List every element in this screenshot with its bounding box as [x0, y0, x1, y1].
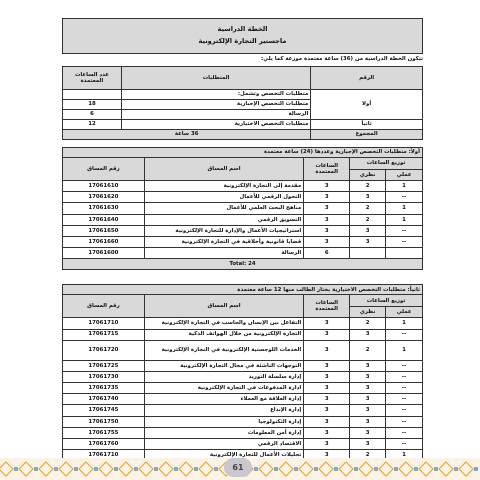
deco-square [134, 467, 138, 471]
core-section-title: أولاً: متطلبات التخصص الإجبارية وعددها (24) ساعة معتمدة [63, 148, 423, 158]
summary-row-name: الرسالة [121, 110, 310, 120]
course-code-cell: 17061640 [63, 214, 145, 225]
course-row [63, 248, 423, 259]
course-row [63, 416, 423, 427]
course-code-cell: 17061735 [63, 383, 145, 394]
col-header-hours: عدد الساعات المعتمدة [63, 67, 122, 90]
course-name-cell: التسويق الرقمي [144, 214, 303, 225]
course-practical-cell: -- [386, 427, 423, 438]
course-theory-cell: 2 [350, 318, 386, 329]
course-code-cell: 17061740 [63, 394, 145, 405]
deco-square [294, 467, 298, 471]
total-label: المجموع [311, 130, 423, 140]
course-row [63, 181, 423, 192]
course-practical-cell: -- [386, 192, 423, 203]
course-practical-cell: -- [386, 236, 423, 247]
course-theory-cell: 3 [350, 427, 386, 438]
elective-section-title: ثانياً: متطلبات التخصص الاختيارية يختار الطالب منها 12 ساعة معتمدة [63, 285, 423, 295]
course-code-cell: 17061750 [63, 416, 145, 427]
deco-square [474, 467, 478, 471]
total-value: 36 ساعة [63, 130, 311, 140]
course-practical-cell: 1 [386, 340, 423, 360]
course-name-cell: الاقتصاد الرقمي [144, 439, 303, 450]
deco-square [394, 467, 398, 471]
course-row [63, 192, 423, 203]
course-theory-cell: 2 [350, 181, 386, 192]
intro-text: تتكون الخطة الدراسية من (36) ساعة معتمدة موزعة كما يلي: [261, 56, 423, 62]
course-name-cell: التوجهات الناشئة في مجال التجارة الإلكترونية [144, 360, 303, 371]
course-row [63, 318, 423, 329]
course-practical-cell: -- [386, 394, 423, 405]
col-header-name: اسم المساق [144, 295, 303, 318]
course-code-cell: 17061745 [63, 405, 145, 416]
course-row [63, 405, 423, 416]
course-credit-cell: 3 [304, 214, 350, 225]
course-row [63, 236, 423, 247]
course-code-cell: 17061710 [63, 318, 145, 329]
col-header-code: رقم المساق [63, 295, 145, 318]
course-practical-cell: -- [386, 383, 423, 394]
col-header-distribution: توزيع الساعات [350, 158, 423, 170]
course-code-cell: 17061650 [63, 225, 145, 236]
course-code-cell: 17061660 [63, 236, 145, 247]
course-credit-cell: 3 [304, 318, 350, 329]
course-name-cell: قضايا قانونية وأخلاقية في التجارة الإلكترونية [144, 236, 303, 247]
page-title: الخطة الدراسية [217, 25, 268, 34]
course-theory-cell: 3 [350, 439, 386, 450]
course-row [63, 394, 423, 405]
course-code-cell: 17061755 [63, 427, 145, 438]
col-header-credit: الساعات المعتمدة [304, 158, 350, 181]
course-code-cell: 17061760 [63, 439, 145, 450]
course-practical-cell: 1 [386, 181, 423, 192]
course-name-cell: إدارة سلسلة التوريد [144, 371, 303, 382]
deco-square [434, 467, 438, 471]
course-practical-cell: -- [386, 360, 423, 371]
col-header-distribution: توزيع الساعات [350, 295, 423, 307]
course-theory-cell: 2 [350, 450, 386, 461]
first-label: أولا [311, 90, 423, 120]
course-row [63, 329, 423, 340]
deco-square [54, 467, 58, 471]
course-theory-cell: 3 [350, 371, 386, 382]
summary-row-hours: 18 [63, 100, 122, 110]
course-credit-cell: 3 [304, 203, 350, 214]
course-practical-cell: -- [386, 371, 423, 382]
col-header-code: رقم المساق [63, 158, 145, 181]
course-name-cell: مناهج البحث العلمي للأعمال [144, 203, 303, 214]
page-subtitle: ماجستير التجارة الإلكترونية [198, 37, 287, 45]
course-practical-cell [386, 248, 423, 259]
specialty-note: متطلبات التخصص وتشمل: [121, 90, 310, 100]
course-name-cell: مقدمة إلى التجارة الإلكترونية [144, 181, 303, 192]
col-header-theory: نظري [350, 170, 386, 181]
deco-square [74, 467, 78, 471]
document-sheet [62, 18, 423, 461]
course-name-cell: الرسالة [144, 248, 303, 259]
course-credit-cell: 3 [304, 329, 350, 340]
course-credit-cell: 3 [304, 394, 350, 405]
course-theory-cell: 3 [350, 225, 386, 236]
course-practical-cell: 1 [386, 214, 423, 225]
course-code-cell: 17061710 [63, 450, 145, 461]
course-credit-cell: 6 [304, 248, 350, 259]
course-credit-cell: 3 [304, 236, 350, 247]
course-code-cell: 17061715 [63, 329, 145, 340]
course-credit-cell: 3 [304, 181, 350, 192]
course-code-cell: 17061720 [63, 340, 145, 360]
course-theory-cell: 3 [350, 405, 386, 416]
col-header-practical: عملي [386, 307, 423, 318]
course-row [63, 340, 423, 360]
deco-square [114, 467, 118, 471]
course-name-cell: ادارة المدفوعات في التجارة الإلكترونية [144, 383, 303, 394]
elective-courses-table [62, 284, 423, 461]
core-courses-table [62, 147, 423, 270]
course-theory-cell: 3 [350, 360, 386, 371]
course-theory-cell: 2 [350, 203, 386, 214]
course-theory-cell: 3 [350, 192, 386, 203]
course-practical-cell: -- [386, 416, 423, 427]
course-name-cell: إدارة العلاقة مع العملاء [144, 394, 303, 405]
course-row [63, 383, 423, 394]
course-practical-cell: -- [386, 405, 423, 416]
course-credit-cell: 3 [304, 360, 350, 371]
deco-square [374, 467, 378, 471]
course-practical-cell: 1 [386, 450, 423, 461]
course-theory-cell: 3 [350, 236, 386, 247]
course-theory-cell: 3 [350, 416, 386, 427]
course-theory-cell: 3 [350, 394, 386, 405]
deco-square [274, 467, 278, 471]
course-credit-cell: 3 [304, 427, 350, 438]
course-credit-cell: 3 [304, 340, 350, 360]
col-header-name: اسم المساق [144, 158, 303, 181]
course-name-cell: تحليلات الأعمال للتجارة الإلكترونية [144, 450, 303, 461]
course-theory-cell: 3 [350, 383, 386, 394]
course-code-cell: 17061610 [63, 181, 145, 192]
deco-square [194, 467, 198, 471]
second-label: ثانياً [311, 120, 423, 130]
course-row [63, 214, 423, 225]
course-credit-cell: 3 [304, 405, 350, 416]
course-credit-cell: 3 [304, 192, 350, 203]
summary-table [62, 66, 423, 140]
course-name-cell: إدارة أمن المعلومات [144, 427, 303, 438]
course-credit-cell: 3 [304, 225, 350, 236]
course-row [63, 439, 423, 450]
col-header-theory: نظري [350, 307, 386, 318]
course-row [63, 203, 423, 214]
course-row [63, 371, 423, 382]
course-name-cell: إدارة الإبداع [144, 405, 303, 416]
course-code-cell: 17061730 [63, 371, 145, 382]
deco-square [414, 467, 418, 471]
course-theory-cell: 3 [350, 329, 386, 340]
deco-square [14, 467, 18, 471]
page-number: 61 [224, 458, 252, 477]
course-row [63, 225, 423, 236]
course-row [63, 427, 423, 438]
summary-row-name: متطلبات التخصص الاختيارية [121, 120, 310, 130]
course-code-cell: 17061600 [63, 248, 145, 259]
course-theory-cell [350, 248, 386, 259]
course-row [63, 360, 423, 371]
col-header-requirements: المتطلبات [121, 67, 310, 90]
deco-square [214, 467, 218, 471]
course-practical-cell: -- [386, 439, 423, 450]
summary-row-hours: 6 [63, 110, 122, 120]
col-header-practical: عملي [386, 170, 423, 181]
course-name-cell: التحول الرقمي للأعمال [144, 192, 303, 203]
course-practical-cell: -- [386, 329, 423, 340]
summary-row-hours: 12 [63, 120, 122, 130]
course-name-cell: إدارة التكنولوجيا [144, 416, 303, 427]
core-total: Total: 24 [63, 259, 423, 270]
course-practical-cell: -- [386, 225, 423, 236]
deco-square [154, 467, 158, 471]
title-box [62, 18, 423, 54]
col-header-credit: الساعات المعتمدة [304, 295, 350, 318]
deco-square [314, 467, 318, 471]
deco-square [254, 467, 258, 471]
course-credit-cell: 3 [304, 450, 350, 461]
course-name-cell: التفاعل بين الإنسان والحاسب في التجارة الإلكترونية [144, 318, 303, 329]
course-name-cell: استراتيجيات الأعمال والإدارة للتجارة الإلكترونية [144, 225, 303, 236]
course-theory-cell: 2 [350, 340, 386, 360]
course-name-cell: الخدمات اللوجستية الإلكترونية في التجارة الإلكترونية [144, 340, 303, 360]
course-code-cell: 17061630 [63, 203, 145, 214]
course-practical-cell: 1 [386, 203, 423, 214]
course-practical-cell: 1 [386, 318, 423, 329]
deco-square [34, 467, 38, 471]
deco-square [454, 467, 458, 471]
summary-row-name: متطلبات التخصص الإجبارية [121, 100, 310, 110]
course-code-cell: 17061620 [63, 192, 145, 203]
course-credit-cell: 3 [304, 383, 350, 394]
course-name-cell: التجارة الإلكترونية من خلال الهواتف الذكية [144, 329, 303, 340]
deco-square [174, 467, 178, 471]
deco-square [354, 467, 358, 471]
course-credit-cell: 3 [304, 439, 350, 450]
deco-square [334, 467, 338, 471]
course-credit-cell: 3 [304, 416, 350, 427]
course-theory-cell: 2 [350, 214, 386, 225]
course-credit-cell: 3 [304, 371, 350, 382]
deco-square [94, 467, 98, 471]
col-header-number: الرقم [311, 67, 423, 90]
course-code-cell: 17061725 [63, 360, 145, 371]
